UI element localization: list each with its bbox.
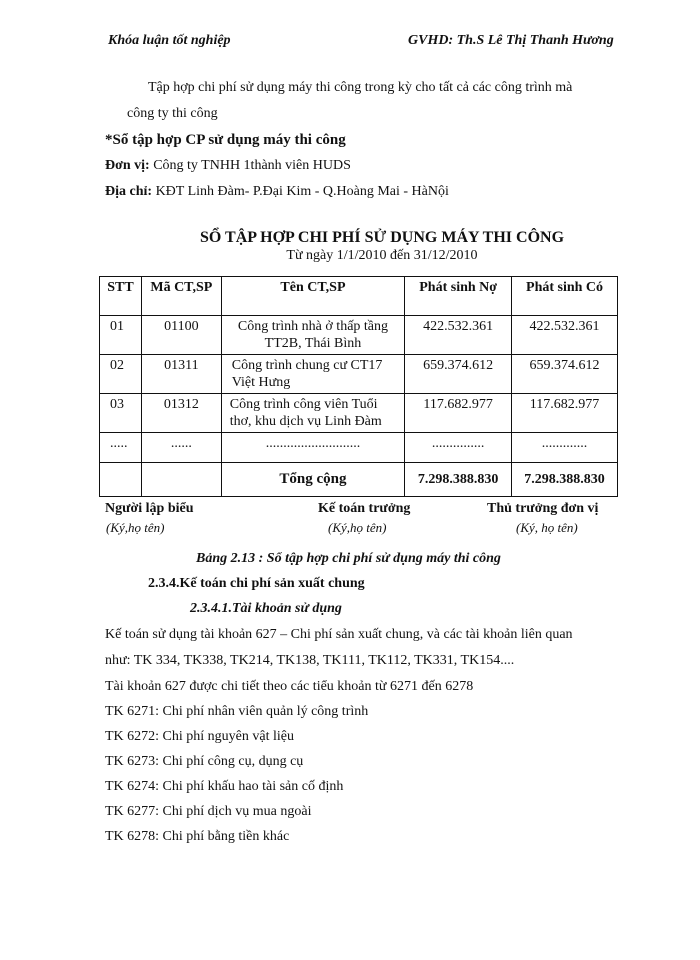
total-debit: 7.298.388.830 bbox=[405, 463, 512, 497]
cell-name: Công trình chung cư CT17 Việt Hưng bbox=[221, 355, 404, 394]
signature-director-title: Thủ trưởng đơn vị bbox=[487, 501, 599, 516]
signature-director-sub: (Ký, họ tên) bbox=[516, 520, 578, 535]
unit-value: Công ty TNHH 1thành viên HUDS bbox=[149, 158, 351, 173]
cell-name: Công trình công viên Tuổi thơ, khu dịch vụ Linh Đàm bbox=[221, 394, 404, 433]
cell-debit: 117.682.977 bbox=[405, 394, 512, 433]
unit-label: Đơn vị: bbox=[105, 158, 150, 173]
table-total-row bbox=[100, 463, 618, 497]
unit-line bbox=[105, 158, 351, 174]
signature-preparer-title: Người lập biểu bbox=[105, 501, 194, 516]
cell-debit: 659.374.612 bbox=[405, 355, 512, 394]
header-credit: Phát sinh Có bbox=[512, 277, 618, 316]
account-item: TK 6277: Chi phí dịch vụ mua ngoài bbox=[105, 804, 312, 819]
signature-accountant-title: Kế toán trưởng bbox=[318, 501, 411, 516]
address-value: KĐT Linh Đàm- P.Đại Kim - Q.Hoàng Mai - HàNội bbox=[152, 184, 449, 199]
cell-credit: 422.532.361 bbox=[512, 316, 618, 355]
cell-empty bbox=[141, 463, 221, 497]
cell-code: 01100 bbox=[141, 316, 221, 355]
table-row bbox=[100, 394, 618, 433]
table-header-row bbox=[100, 277, 618, 316]
signature-preparer-sub: (Ký,họ tên) bbox=[106, 520, 165, 535]
total-credit: 7.298.388.830 bbox=[512, 463, 618, 497]
account-item: TK 6273: Chi phí công cụ, dụng cụ bbox=[105, 754, 304, 769]
signature-accountant-sub: (Ký,họ tên) bbox=[328, 520, 387, 535]
address-line bbox=[105, 184, 449, 200]
table-caption: Bảng 2.13 : Sổ tập hợp chi phí sử dụng máy thi công bbox=[196, 551, 501, 566]
address-label: Địa chỉ: bbox=[105, 184, 153, 199]
header-code: Mã CT,SP bbox=[141, 277, 221, 316]
cell-stt: 02 bbox=[100, 355, 142, 394]
cell-stt: 03 bbox=[100, 394, 142, 433]
intro-line-1: Tập hợp chi phí sử dụng máy thi công trong kỳ cho tất cả các công trình mà bbox=[148, 80, 573, 95]
account-item: TK 6274: Chi phí khấu hao tài sản cố định bbox=[105, 779, 344, 794]
cell-code: ...... bbox=[141, 433, 221, 463]
body-paragraph-2: Tài khoản 627 được chi tiết theo các tiểu khoản từ 6271 đến 6278 bbox=[105, 679, 474, 694]
account-item: TK 6272: Chi phí nguyên vật liệu bbox=[105, 729, 294, 744]
ledger-title: SỔ TẬP HỢP CHI PHÍ SỬ DỤNG MÁY THI CÔNG bbox=[199, 229, 565, 246]
header-stt: STT bbox=[100, 277, 142, 316]
cell-empty bbox=[100, 463, 142, 497]
cell-code: 01312 bbox=[141, 394, 221, 433]
cell-debit: 422.532.361 bbox=[405, 316, 512, 355]
account-item: TK 6271: Chi phí nhân viên quản lý công trình bbox=[105, 704, 369, 719]
intro-line-2: công ty thi công bbox=[127, 106, 218, 121]
heading-2-3-4: 2.3.4.Kế toán chi phí sản xuất chung bbox=[148, 576, 365, 591]
cell-credit: 117.682.977 bbox=[512, 394, 618, 433]
account-item: TK 6278: Chi phí bằng tiền khác bbox=[105, 829, 290, 844]
header-right: GVHD: Th.S Lê Thị Thanh Hương bbox=[408, 33, 614, 48]
total-label: Tổng cộng bbox=[221, 463, 404, 497]
header-debit: Phát sinh Nợ bbox=[405, 277, 512, 316]
cell-credit: ............. bbox=[512, 433, 618, 463]
cell-name: Công trình nhà ở thấp tầng TT2B, Thái Bình bbox=[221, 316, 404, 355]
body-paragraph-1a: Kế toán sử dụng tài khoản 627 – Chi phí sản xuất chung, và các tài khoản liên quan bbox=[105, 627, 573, 642]
cell-stt: 01 bbox=[100, 316, 142, 355]
cell-name: ........................... bbox=[221, 433, 404, 463]
table-row bbox=[100, 433, 618, 463]
ledger-table bbox=[99, 276, 618, 497]
cell-stt: ..... bbox=[100, 433, 142, 463]
ledger-period: Từ ngày 1/1/2010 đến 31/12/2010 bbox=[286, 248, 478, 263]
heading-2-3-4-1: 2.3.4.1.Tài khoản sử dụng bbox=[190, 601, 342, 616]
cell-credit: 659.374.612 bbox=[512, 355, 618, 394]
cell-code: 01311 bbox=[141, 355, 221, 394]
section-title: *Sổ tập hợp CP sử dụng máy thi công bbox=[105, 132, 346, 148]
cell-debit: ............... bbox=[405, 433, 512, 463]
body-paragraph-1b: như: TK 334, TK338, TK214, TK138, TK111, TK112, TK331, TK154.... bbox=[105, 653, 515, 668]
table-row bbox=[100, 355, 618, 394]
table-row bbox=[100, 316, 618, 355]
header-name: Tên CT,SP bbox=[221, 277, 404, 316]
header-left: Khóa luận tốt nghiệp bbox=[108, 33, 231, 48]
